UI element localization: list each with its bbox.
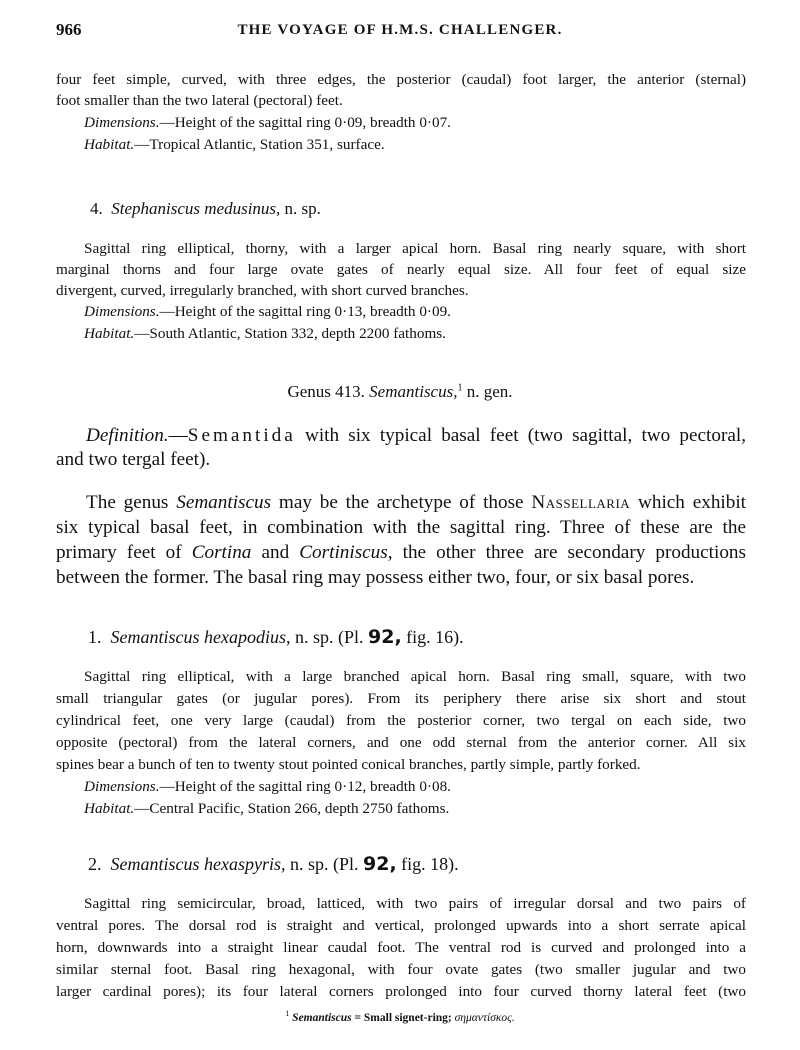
species-heading — [90, 199, 321, 219]
body-line: larger cardinal pores); its four lateral corners prolonged into four curved thorny lateral feet (two — [56, 983, 746, 1000]
plate-number: 92, — [368, 626, 402, 648]
footnote-greek: σημαντίσκος. — [454, 1011, 515, 1024]
dimensions-label: Dimensions. — [84, 114, 160, 131]
footnote — [0, 1009, 800, 1024]
dimensions-line — [84, 114, 451, 132]
genus-paragraph-line: six typical basal feet, in combination with the sagittal ring. Three of these are the — [56, 517, 746, 538]
text: the other three are secondary productions — [392, 542, 746, 563]
body-line: marginal thorns and four large ovate gates of nearly equal size. All four feet of equal size — [56, 261, 746, 278]
genus-paragraph-line — [86, 492, 746, 514]
running-title: THE VOYAGE OF H.M.S. CHALLENGER. — [237, 22, 563, 38]
species-name: Stephaniscus medusinus, — [111, 199, 281, 218]
habitat-label: Habitat. — [84, 800, 135, 817]
text: The genus — [86, 492, 177, 513]
body-line: four feet simple, curved, with three edges, the posterior (caudal) foot larger, the anterior (sternal) — [56, 71, 746, 88]
species-name: Semantiscus hexapodius, — [110, 627, 291, 647]
footnote-marker: 1 — [285, 1009, 290, 1018]
habitat-line — [84, 800, 449, 818]
text: primary feet of — [56, 542, 192, 563]
dash: — — [168, 425, 188, 446]
text: which exhibit — [630, 492, 746, 513]
dimensions-label: Dimensions. — [84, 778, 160, 795]
species-heading — [88, 626, 464, 648]
species-number: 2. — [88, 854, 102, 874]
definition-label: Definition. — [86, 425, 169, 446]
figure-ref: fig. 16). — [406, 627, 464, 647]
species-heading — [88, 853, 459, 875]
genus-suffix: n. gen. — [466, 382, 513, 401]
dimensions-text: —Height of the sagittal ring 0·09, breadth 0·07. — [159, 114, 451, 131]
habitat-text: —Tropical Atlantic, Station 351, surface. — [134, 136, 385, 153]
body-line: opposite (pectoral) from the lateral corners, and one odd sternal from the anterior corner. All six — [56, 734, 746, 751]
order-name: Nassellaria — [531, 492, 631, 513]
definition-text: with six typical basal feet (two sagittal, two pectoral, — [295, 425, 746, 446]
genus-name: Cortiniscus, — [299, 542, 393, 563]
dimensions-line — [84, 303, 451, 321]
habitat-label: Habitat. — [84, 325, 135, 342]
species-number: 1. — [88, 627, 102, 647]
body-line: cylindrical feet, one very large (caudal) from the posterior corner, two tergal on each side, two — [56, 712, 746, 729]
genus-paragraph-line — [56, 542, 746, 564]
habitat-label: Habitat. — [84, 136, 135, 153]
dimensions-text: —Height of the sagittal ring 0·13, breadth 0·09. — [159, 303, 451, 320]
body-line: divergent, curved, irregularly branched, with short curved branches. — [56, 282, 469, 299]
habitat-text: —Central Pacific, Station 266, depth 2750 fathoms. — [134, 800, 450, 817]
family-name: Semantida — [187, 425, 296, 446]
species-name: Semantiscus hexaspyris, — [110, 854, 286, 874]
habitat-line — [84, 136, 385, 154]
body-line: horn, downwards into a straight linear caudal foot. The ventral rod is curved and prolonged into a — [56, 939, 746, 956]
genus-prefix: Genus 413. — [287, 382, 365, 401]
genus-paragraph-line: between the former. The basal ring may possess either two, four, or six basal pores. — [56, 567, 695, 588]
definition-line-2: and two tergal feet). — [56, 449, 211, 470]
body-line: Sagittal ring elliptical, thorny, with a larger apical horn. Basal ring nearly square, with short — [84, 240, 746, 257]
genus-name: Semantiscus, — [369, 382, 458, 401]
dimensions-line — [84, 778, 451, 796]
genus-name: Cortina — [191, 542, 252, 563]
species-number: 4. — [90, 199, 103, 218]
habitat-line — [84, 325, 446, 343]
body-line: similar sternal foot. Basal ring hexagonal, with four ovate gates (two smaller jugular and two — [56, 961, 746, 978]
genus-name: Semantiscus — [176, 492, 272, 513]
dimensions-label: Dimensions. — [84, 303, 160, 320]
definition-line — [86, 425, 746, 447]
footnote-text: = Small signet-ring; — [351, 1011, 455, 1024]
species-suffix: n. sp. (Pl. — [294, 627, 364, 647]
species-suffix: n. sp. — [284, 199, 321, 218]
body-line: Sagittal ring semicircular, broad, latticed, with two pairs of irregular dorsal and two pairs of — [84, 895, 746, 912]
body-line: small triangular gates (or jugular pores). From its periphery there arise six short and stout — [56, 690, 746, 707]
habitat-text: —South Atlantic, Station 332, depth 2200 fathoms. — [134, 325, 446, 342]
body-line: foot smaller than the two lateral (pectoral) feet. — [56, 92, 343, 109]
footnote-term: Semantiscus — [292, 1011, 352, 1024]
body-line: Sagittal ring elliptical, with a large branched apical horn. Basal ring small, square, with two — [84, 668, 746, 685]
plate-number: 92, — [363, 853, 397, 875]
species-suffix: n. sp. (Pl. — [289, 854, 359, 874]
text: and — [251, 542, 300, 563]
genus-heading — [0, 382, 800, 402]
body-line: spines bear a bunch of ten to twenty stout pointed conical branches, partly simple, partly forked. — [56, 756, 641, 773]
footnote-marker: 1 — [457, 382, 463, 394]
text: may be the archetype of those — [271, 492, 532, 513]
dimensions-text: —Height of the sagittal ring 0·12, breadth 0·08. — [159, 778, 451, 795]
body-line: ventral pores. The dorsal rod is straight and vertical, prolonged upwards into a short serrate apical — [56, 917, 746, 934]
figure-ref: fig. 18). — [401, 854, 459, 874]
page-number: 966 — [56, 20, 82, 39]
